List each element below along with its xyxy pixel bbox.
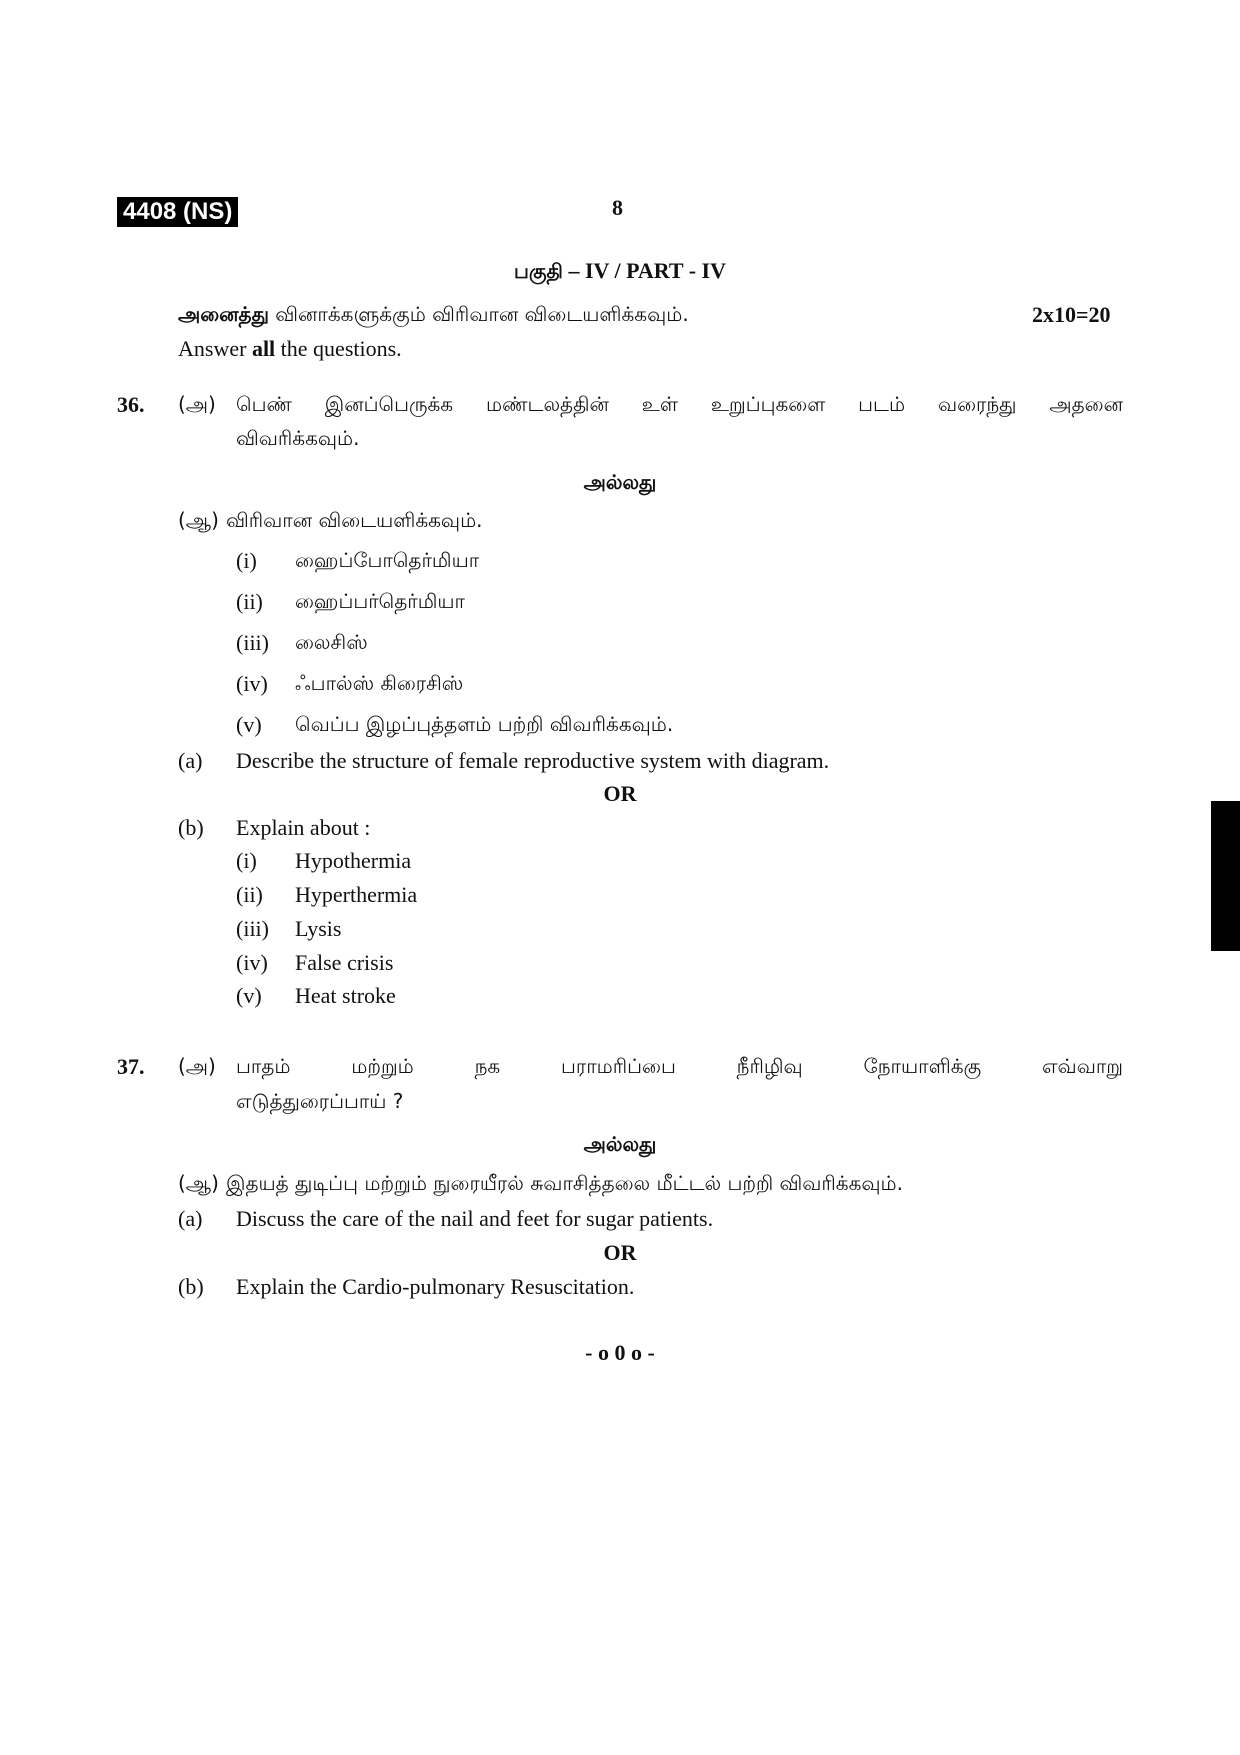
instruction-en-bold: all: [251, 336, 276, 361]
q36-en-item-text: Heat stroke: [295, 983, 396, 1008]
q36-a-label: (a): [178, 748, 203, 773]
q36-tamil-item-text: ஃபால்ஸ் கிரைசிஸ்: [295, 671, 464, 695]
q36-en-item-number: (i): [236, 848, 257, 873]
page-number: 8: [612, 195, 623, 220]
q36-b-text: Explain about :: [236, 815, 371, 840]
q37-b-text: Explain the Cardio-pulmonary Resuscitation.: [236, 1274, 635, 1299]
side-edge-tab: [1211, 801, 1240, 951]
q37-b-label: (b): [178, 1274, 204, 1299]
part-heading: [0, 258, 1240, 286]
q37-or-english: OR: [603, 1240, 637, 1265]
q36-en-item-number: (v): [236, 983, 262, 1008]
paper-code-badge: 4408 (NS): [117, 197, 238, 227]
q37-tamil-b-label: (ஆ): [178, 1171, 219, 1195]
q37-tamil-a-line2: எடுத்துரைப்பாய் ?: [236, 1089, 404, 1113]
instruction-tamil-rest: வினாக்களுக்கும் விரிவான விடையளிக்கவும்.: [268, 302, 689, 326]
question-36-number: 36.: [117, 392, 145, 417]
instruction-en-part2: the questions.: [275, 336, 402, 361]
q36-a-text: Describe the structure of female reproductive system with diagram.: [236, 748, 830, 773]
q37-or-tamil: அல்லது: [583, 1132, 657, 1156]
q36-tamil-item-number: (v): [236, 712, 262, 737]
q36-tamil-item-text: ஹைப்போதெர்மியா: [295, 548, 480, 572]
q36-tamil-a-line2: விவரிக்கவும்.: [236, 426, 360, 450]
q36-en-item-number: (iv): [236, 950, 268, 975]
q36-tamil-item-number: (iii): [236, 630, 269, 655]
q36-tamil-b-label: (ஆ): [178, 508, 219, 532]
q36-tamil-item-number: (i): [236, 548, 257, 573]
q36-tamil-item-text: வெப்ப இழப்புத்தளம் பற்றி விவரிக்கவும்.: [295, 712, 674, 736]
q36-tamil-a-line1: பெண் இனப்பெருக்க மண்டலத்தின் உள் உறுப்புகளை படம் வரைந்து அதனை: [236, 392, 1123, 416]
q37-tamil-b-text: இதயத் துடிப்பு மற்றும் நுரையீரல் சுவாசித்தலை மீட்டல் பற்றி விவரிக்கவும்.: [226, 1171, 903, 1195]
part-title-tamil: பகுதி: [514, 259, 563, 283]
q36-tamil-item-text: ஹைப்பர்தெர்மியா: [295, 589, 465, 613]
q36-tamil-a-label: (அ): [178, 392, 216, 416]
q37-tamil-a-line1: பாதம் மற்றும் நக பராமரிப்பை நீரிழிவு நோயாளிக்கு எவ்வாறு: [236, 1054, 1123, 1078]
q36-en-item-text: False crisis: [295, 950, 394, 975]
q37-a-text: Discuss the care of the nail and feet for sugar patients.: [236, 1206, 714, 1231]
q36-en-item-text: Hyperthermia: [295, 882, 418, 907]
instruction-english: [178, 336, 402, 362]
q36-en-item-text: Lysis: [295, 916, 342, 941]
q37-a-label: (a): [178, 1206, 203, 1231]
instruction-tamil-bold: அனைத்து: [178, 302, 269, 326]
q37-tamil-a-label: (அ): [178, 1054, 216, 1078]
q36-en-item-number: (iii): [236, 916, 269, 941]
q36-b-label: (b): [178, 815, 204, 840]
question-37-number: 37.: [117, 1054, 145, 1079]
marks-allocation: 2x10=20: [1032, 302, 1111, 327]
q36-en-item-number: (ii): [236, 882, 263, 907]
part-title-english: – IV / PART - IV: [562, 258, 726, 283]
q36-or-english: OR: [603, 781, 637, 806]
instruction-en-part1: Answer: [178, 336, 252, 361]
end-of-paper-mark: - o 0 o -: [585, 1340, 655, 1365]
q36-tamil-b-text: விரிவான விடையளிக்கவும்.: [226, 508, 483, 532]
q36-tamil-item-number: (ii): [236, 589, 263, 614]
q36-tamil-item-text: லைசிஸ்: [295, 630, 368, 654]
q36-or-tamil: அல்லது: [583, 470, 657, 494]
q36-tamil-item-number: (iv): [236, 671, 268, 696]
q36-en-item-text: Hypothermia: [295, 848, 412, 873]
instruction-tamil: [178, 302, 689, 329]
